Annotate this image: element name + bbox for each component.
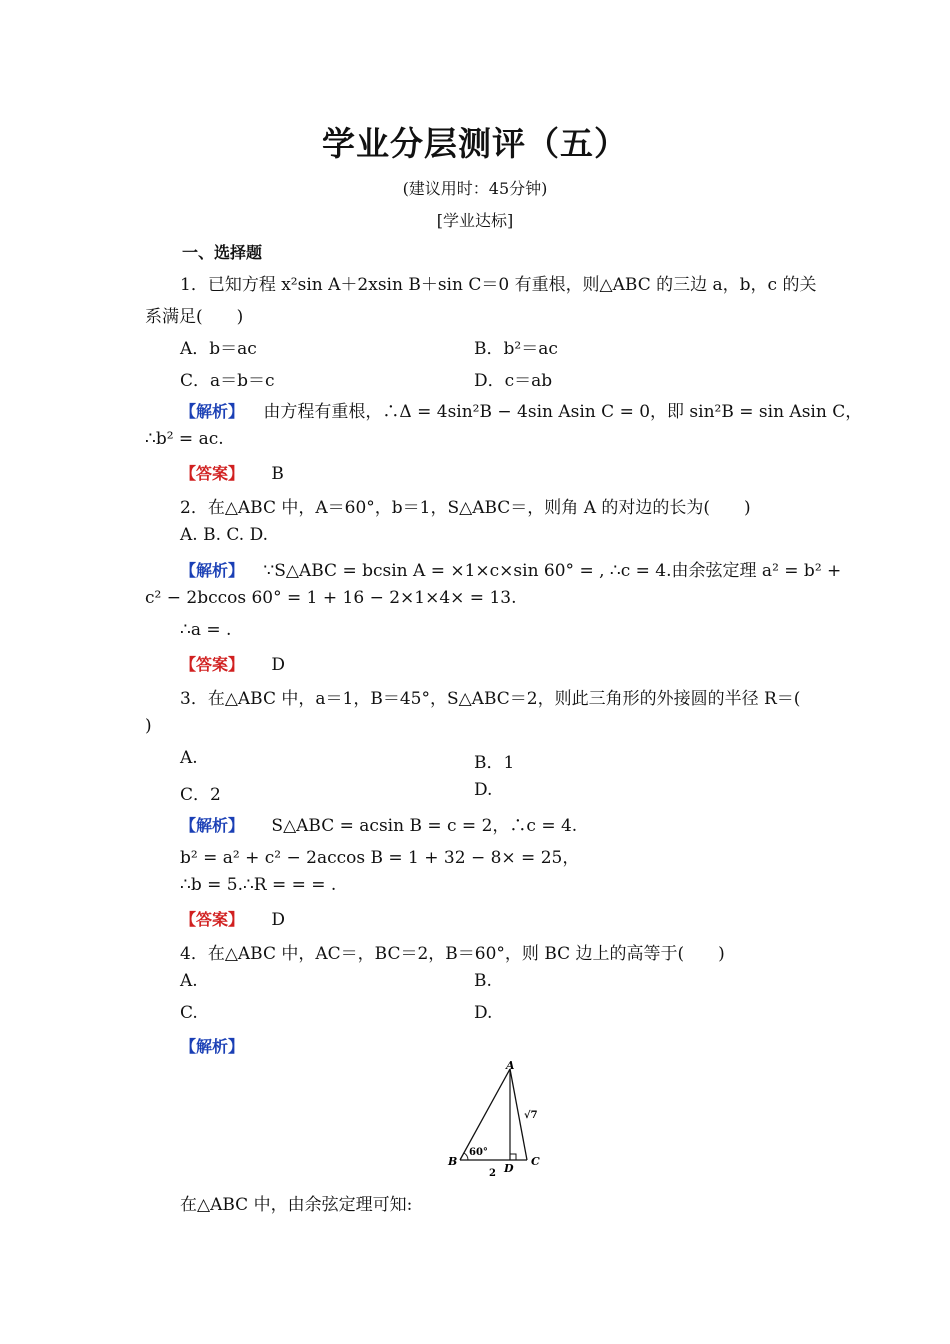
analysis-tag: 【解析】 — [180, 561, 245, 580]
answer-tag: 【答案】 — [180, 910, 245, 929]
q1-answer-value: B — [271, 464, 284, 484]
q1-analysis-line1: 由方程有重根，∴Δ = 4sin²B − 4sin Asin C = 0，即 sin²B = sin Asin C， — [263, 402, 863, 422]
answer-tag: 【答案】 — [180, 655, 245, 674]
q2-analysis-line3: ∴a = . — [180, 620, 232, 640]
q3-option-b: B．1 — [474, 753, 515, 773]
angle-arc — [464, 1153, 468, 1160]
right-angle-mark — [510, 1154, 516, 1160]
q3-stem-line1: 3．在△ABC 中，a＝1，B＝45°，S△ABC＝2，则此三角形的外接圆的半径 R＝( — [180, 689, 801, 709]
q3-answer — [180, 907, 285, 930]
q1-option-a: A．b＝ac — [180, 339, 257, 359]
q1-stem-line1: 1．已知方程 x²sin A＋2xsin B＋sin C＝0 有重根，则△ABC 的三边 a，b，c 的关 — [180, 275, 817, 295]
q3-answer-value: D — [271, 910, 286, 930]
q1-analysis — [180, 397, 862, 422]
q2-analysis-line1: ∵S△ABC = bcsin A = ×1×c×sin 60° = , ∴c = 4.由余弦定理 a² = b² + — [263, 561, 842, 581]
q1-option-d: D．c＝ab — [474, 371, 553, 391]
q1-analysis-line2: ∴b² = ac. — [145, 429, 224, 449]
q3-analysis-line1: S△ABC = acsin B = c = 2，∴c = 4. — [271, 816, 578, 836]
q1-answer — [180, 461, 284, 484]
q2-analysis — [180, 556, 841, 581]
label-side: √7 — [524, 1110, 538, 1121]
q1-stem-line2: 系满足( ) — [145, 307, 244, 327]
q4-analysis-line1: 在△ABC 中，由余弦定理可知: — [180, 1195, 413, 1215]
q4-stem-line1: 4．在△ABC 中，AC＝，BC＝2，B＝60°，则 BC 边上的高等于( ) — [180, 944, 725, 964]
q3-stem-line2: ) — [145, 716, 152, 736]
q3-option-c: C．2 — [180, 785, 221, 805]
q3-option-a: A. — [180, 748, 198, 768]
triangle-figure — [440, 1058, 550, 1183]
q4-option-b: B. — [474, 971, 492, 991]
label-base: 2 — [489, 1168, 496, 1179]
q3-option-d: D. — [474, 780, 493, 800]
section-tag: [学业达标] — [436, 211, 514, 230]
q1-option-b: B．b²＝ac — [474, 339, 558, 359]
q1-option-c: C．a＝b＝c — [180, 371, 275, 391]
q2-options: A. B. C. D. — [180, 525, 269, 545]
q4-option-a: A. — [180, 971, 198, 991]
label-c: C — [531, 1155, 540, 1168]
analysis-tag: 【解析】 — [180, 402, 245, 421]
q2-stem-line1: 2．在△ABC 中，A＝60°，b＝1，S△ABC＝，则角 A 的对边的长为( ) — [180, 498, 751, 518]
q2-analysis-line2: c² − 2bccos 60° = 1 + 16 − 2×1×4× = 13. — [145, 588, 517, 608]
analysis-tag: 【解析】 — [180, 1037, 245, 1056]
q2-answer-value: D — [271, 655, 286, 675]
analysis-tag: 【解析】 — [180, 816, 245, 835]
q4-analysis — [180, 1034, 244, 1057]
label-angle: 60° — [469, 1147, 488, 1158]
part-heading: 一、选择题 — [182, 243, 263, 262]
q2-answer — [180, 652, 285, 675]
q3-analysis-line3: ∴b = 5.∴R = = = . — [180, 875, 337, 895]
page-title: 学业分层测评（五） — [322, 124, 628, 163]
answer-tag: 【答案】 — [180, 464, 245, 483]
q4-option-c: C. — [180, 1003, 198, 1023]
q4-option-d: D. — [474, 1003, 493, 1023]
q3-analysis — [180, 811, 577, 836]
label-b: B — [448, 1155, 458, 1168]
label-d: D — [504, 1162, 514, 1175]
time-hint: (建议用时：45分钟) — [402, 179, 548, 198]
q3-analysis-line2: b² = a² + c² − 2accos B = 1 + 32 − 8× = 25， — [180, 848, 580, 868]
label-a: A — [506, 1059, 515, 1072]
